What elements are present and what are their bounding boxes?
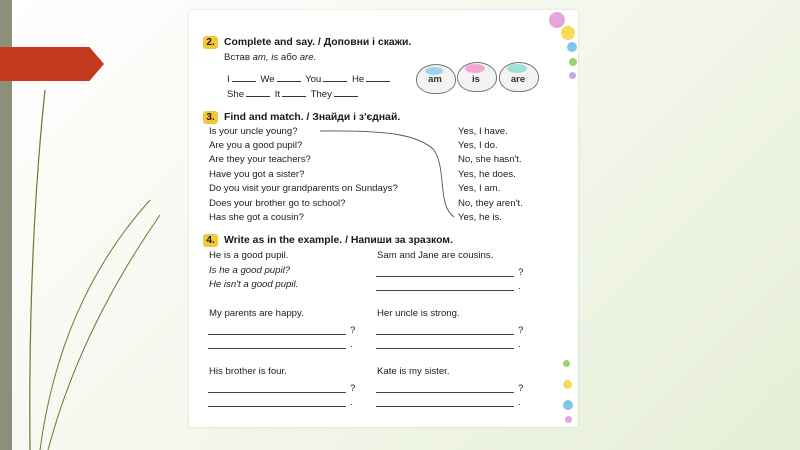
task-sentence-4: His brother is four.: [209, 366, 287, 377]
full-stop: .: [518, 281, 521, 292]
example-question: Is he a good pupil?: [209, 265, 291, 276]
answer-line-question[interactable]: [376, 276, 514, 277]
question-6: Does your brother go to school?: [209, 198, 346, 209]
question-4: Have you got a sister?: [209, 169, 305, 180]
instruction-prefix: Встав: [224, 52, 250, 63]
question-3: Are they your teachers?: [209, 154, 311, 165]
exercise-2-number: 2.: [203, 36, 218, 49]
bubble-label-is: is: [472, 74, 480, 85]
full-stop: .: [350, 397, 353, 408]
answer-2: Yes, I do.: [458, 140, 498, 151]
example-sentence: He is a good pupil.: [209, 250, 289, 261]
answer-line-question[interactable]: [208, 334, 346, 335]
question-mark: ?: [518, 325, 524, 336]
answer-line-negative[interactable]: [376, 348, 514, 349]
answer-7: Yes, he is.: [458, 212, 502, 223]
full-stop: .: [518, 397, 521, 408]
instruction-last: are.: [299, 52, 317, 63]
answer-line-negative[interactable]: [376, 406, 514, 407]
answer-line-question[interactable]: [208, 392, 346, 393]
exercise-3-title: Find and match. / Знайди і з'єднай.: [224, 112, 401, 123]
bubble-label-are: are: [510, 74, 526, 85]
pronoun: They: [310, 89, 332, 100]
pronoun: She: [227, 89, 245, 100]
instruction-or: або: [280, 52, 298, 63]
answer-4: Yes, he does.: [458, 169, 516, 180]
task-sentence-2: My parents are happy.: [209, 308, 304, 319]
answer-1: Yes, I have.: [458, 126, 508, 137]
exercise-3-number: 3.: [203, 111, 218, 124]
task-sentence-1: Sam and Jane are cousins.: [377, 250, 494, 261]
question-7: Has she got a cousin?: [209, 212, 304, 223]
full-stop: .: [350, 339, 353, 350]
exercise-4-title: Write as in the example. / Напиши за зразком.: [224, 235, 453, 246]
question-mark: ?: [518, 383, 524, 394]
pronoun: He: [351, 74, 365, 85]
example-negative: He isn't a good pupil.: [209, 279, 299, 290]
answer-line-negative[interactable]: [208, 348, 346, 349]
question-5: Do you visit your grandparents on Sundays?: [209, 183, 398, 194]
exercise-2-title: Complete and say. / Доповни і скажи.: [224, 37, 412, 48]
instruction-words: am, is: [252, 52, 279, 63]
answer-3: No, she hasn't.: [458, 154, 522, 165]
full-stop: .: [518, 339, 521, 350]
bubble-label-am: am: [428, 74, 442, 85]
answer-line-negative[interactable]: [208, 406, 346, 407]
answer-6: No, they aren't.: [458, 198, 523, 209]
answer-line-question[interactable]: [376, 392, 514, 393]
question-mark: ?: [518, 267, 524, 278]
answer-line-question[interactable]: [376, 334, 514, 335]
task-sentence-3: Her uncle is strong.: [377, 308, 460, 319]
exercise-4-number: 4.: [203, 234, 218, 247]
example-match-line: [189, 10, 578, 427]
pronoun: It: [274, 89, 281, 100]
question-mark: ?: [350, 383, 356, 394]
slide-accent-tab: [0, 47, 104, 81]
question-2: Are you a good pupil?: [209, 140, 303, 151]
question-1: Is your uncle young?: [209, 126, 298, 137]
answer-5: Yes, I am.: [458, 183, 501, 194]
pronoun: I: [227, 74, 230, 85]
pronoun: You: [305, 74, 322, 85]
answer-line-negative[interactable]: [376, 290, 514, 291]
question-mark: ?: [350, 325, 356, 336]
workbook-page: [189, 10, 578, 427]
task-sentence-5: Kate is my sister.: [377, 366, 450, 377]
pronoun: We: [260, 74, 275, 85]
